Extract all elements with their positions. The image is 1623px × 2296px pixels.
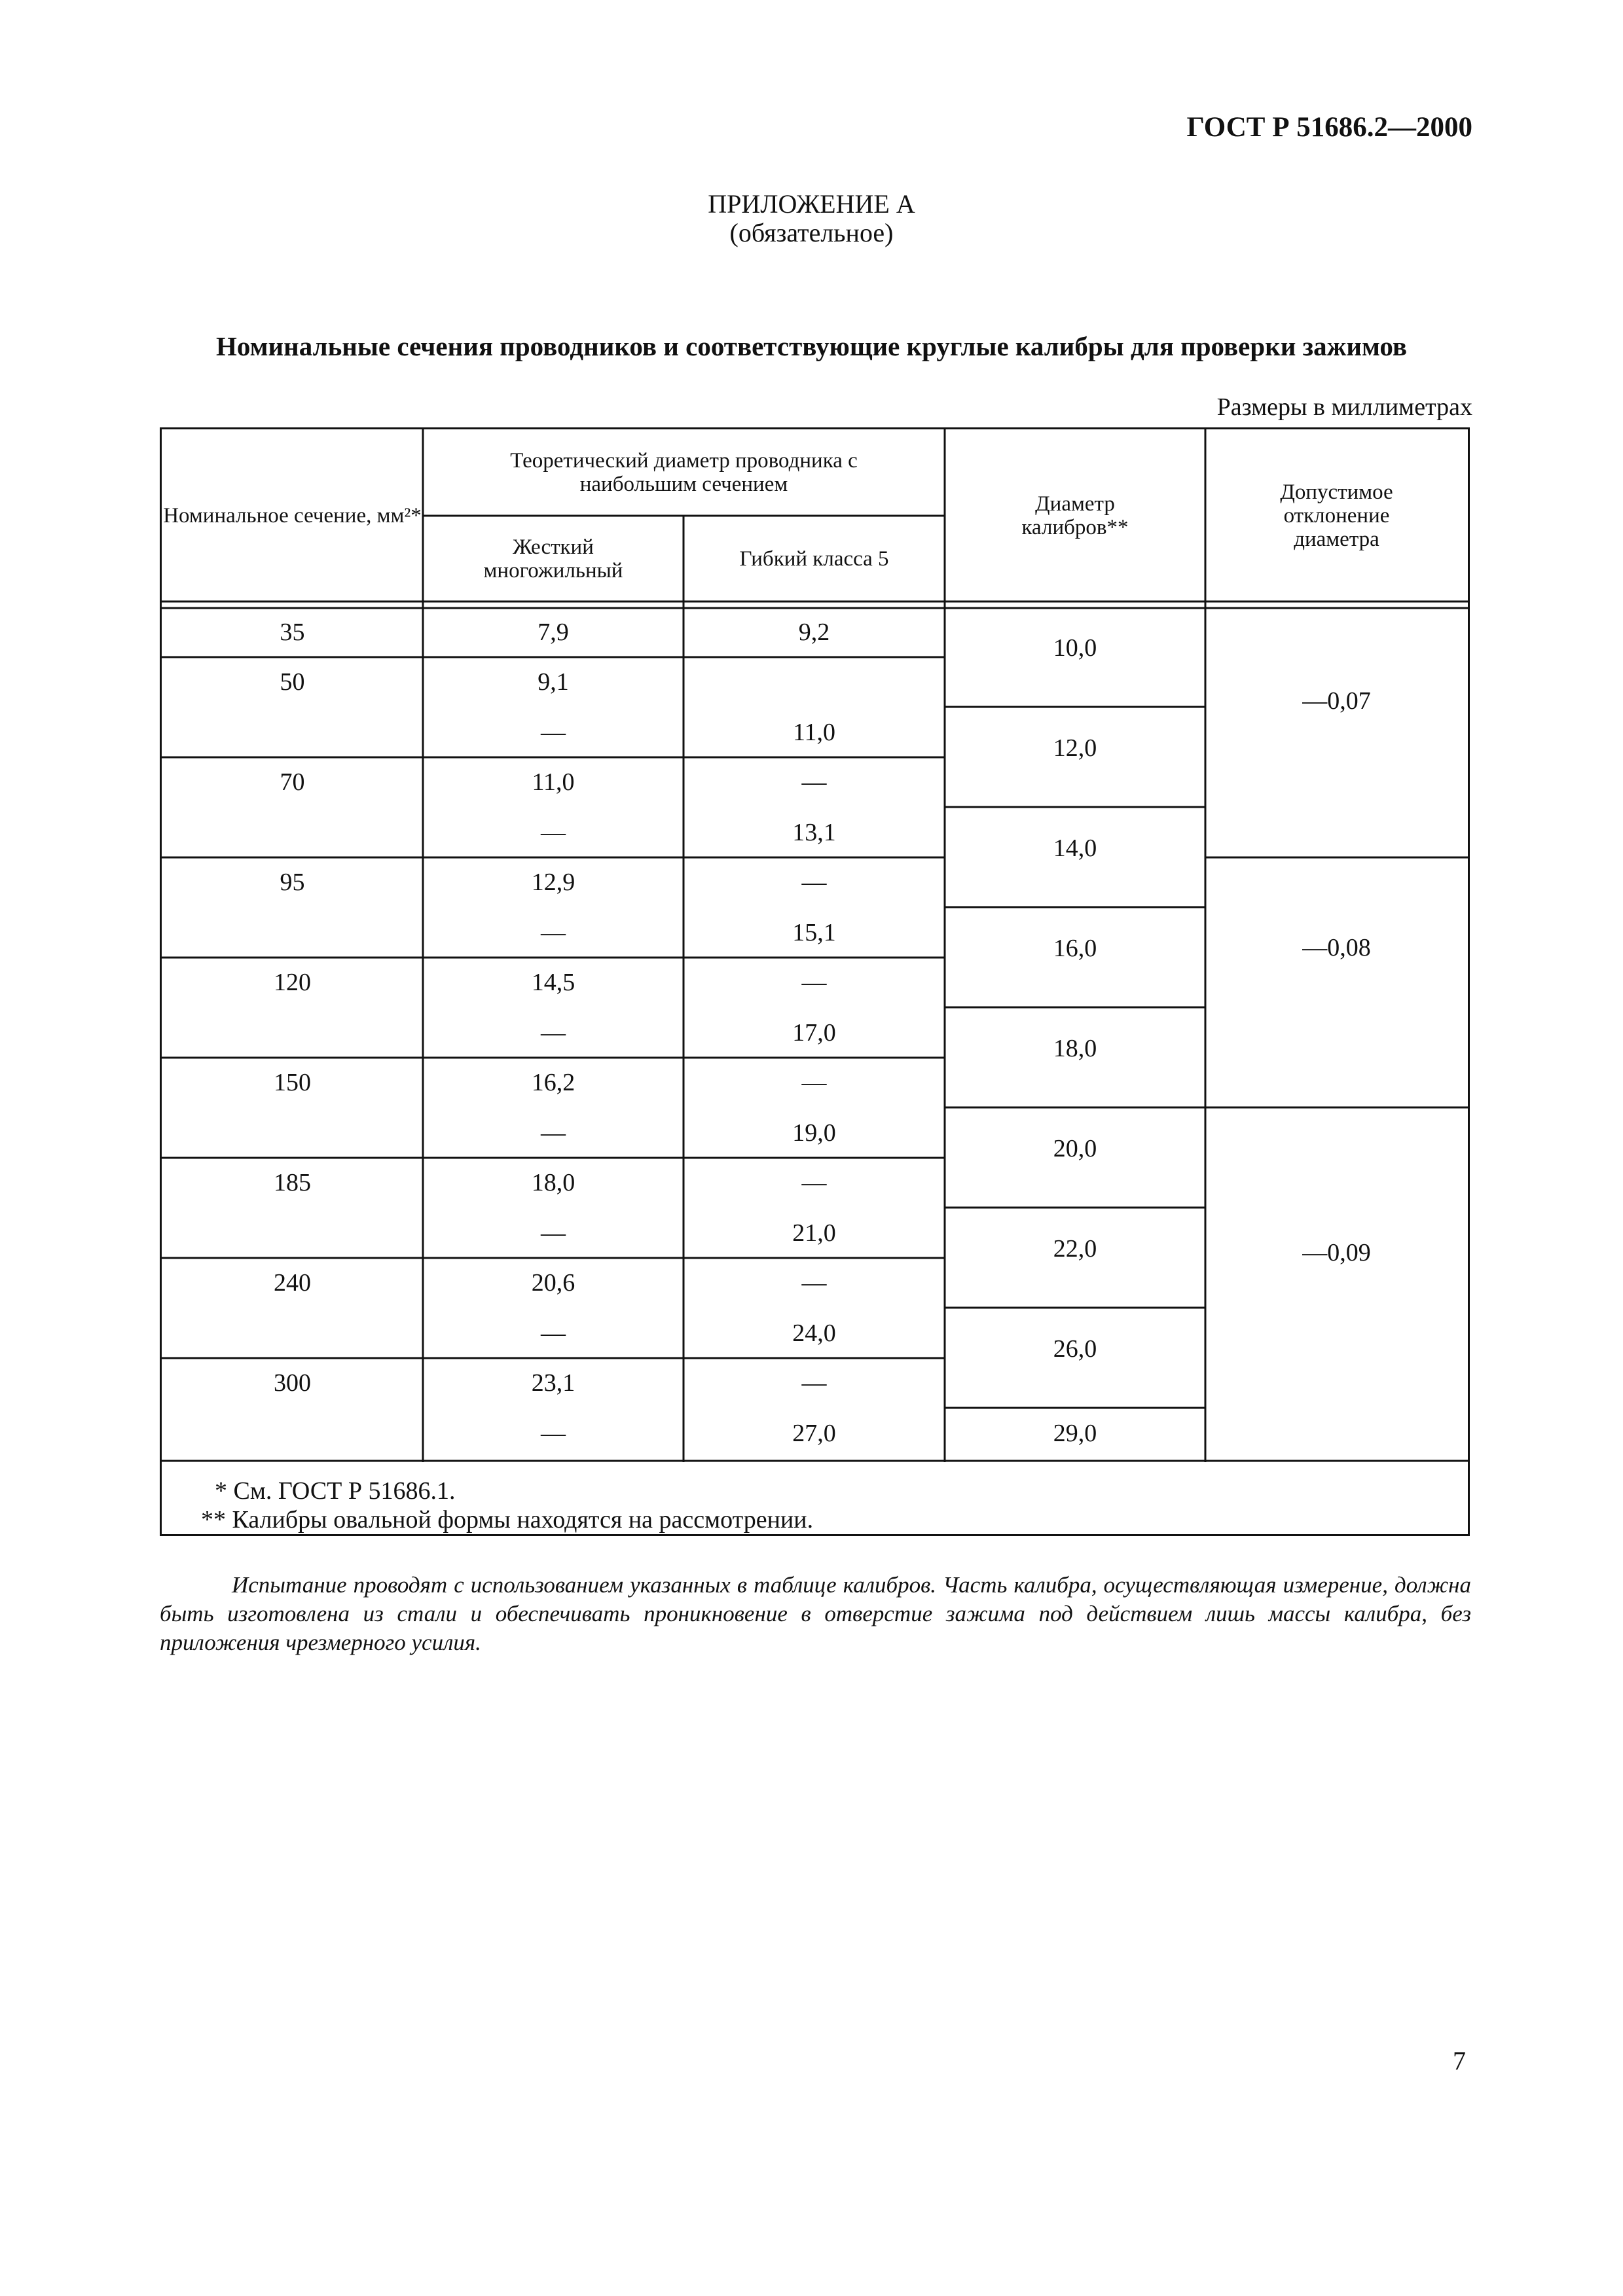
section-cell: 70 — [280, 768, 305, 796]
section-cell: 300 — [274, 1369, 311, 1397]
section-cell: 35 — [280, 619, 305, 646]
rigid-cell: 7,9 — [538, 619, 569, 646]
rigid-cell: 9,1 — [538, 668, 569, 696]
footnote-line: * См. ГОСТ Р 51686.1. — [215, 1477, 456, 1505]
header-tolerance-text: Допустимое отклонение диаметра — [1280, 480, 1393, 551]
header-nominal-section — [162, 429, 423, 601]
flexible-cell: 27,0 — [792, 1420, 836, 1447]
section-cell: 120 — [274, 969, 311, 996]
tolerance-cell: —0,09 — [1302, 1239, 1371, 1266]
header-theoretical-diameter — [423, 429, 945, 516]
header-tolerance — [1205, 429, 1468, 601]
appendix-heading — [0, 190, 1623, 247]
tolerance-cell: —0,08 — [1302, 934, 1371, 961]
rigid-cell: — — [541, 1420, 566, 1447]
header-rigid — [423, 516, 684, 601]
gauge-cell: 18,0 — [1053, 1035, 1097, 1062]
rigid-cell: — — [541, 919, 566, 946]
rigid-cell: — — [541, 1019, 566, 1047]
appendix-status: (обязательное) — [729, 218, 894, 247]
flexible-cell: — — [801, 1269, 827, 1297]
flexible-cell: 11,0 — [792, 719, 836, 746]
section-cell: 95 — [280, 869, 305, 896]
rigid-cell: — — [541, 819, 566, 846]
document-code: ГОСТ Р 51686.2—2000 — [1186, 112, 1472, 143]
rigid-cell: — — [541, 1219, 566, 1247]
header-gauge-diameter — [945, 429, 1205, 601]
table-footnotes — [201, 1477, 813, 1534]
rigid-cell: 20,6 — [531, 1269, 575, 1297]
flexible-cell: — — [801, 1069, 827, 1096]
header-flexible — [684, 516, 945, 601]
flexible-cell: 21,0 — [792, 1219, 836, 1247]
header-rigid-text: Жесткий многожильный — [483, 535, 623, 583]
flexible-cell: — — [801, 768, 827, 796]
tolerance-cell: —0,07 — [1302, 687, 1371, 715]
section-cell: 150 — [274, 1069, 311, 1096]
section-cell: 50 — [280, 668, 305, 696]
units-note: Размеры в миллиметрах — [1216, 393, 1472, 421]
rigid-cell: 16,2 — [531, 1069, 575, 1096]
header-theoretical-diameter-text: Теоретический диаметр проводника с наибольшим сечением — [510, 449, 858, 496]
flexible-cell: 9,2 — [798, 619, 830, 646]
page-number: 7 — [1453, 2046, 1466, 2075]
rigid-cell: 14,5 — [531, 969, 575, 996]
rigid-cell: — — [541, 1319, 566, 1347]
rigid-cell: 23,1 — [531, 1369, 575, 1397]
gauge-cell: 10,0 — [1053, 634, 1097, 662]
section-cell: 185 — [274, 1169, 311, 1196]
header-flexible-text: Гибкий класса 5 — [739, 547, 889, 571]
footnote-line: ** Калибры овальной формы находятся на рассмотрении. — [201, 1506, 814, 1534]
flexible-cell: 15,1 — [792, 919, 836, 946]
flexible-cell: — — [801, 1169, 827, 1196]
flexible-cell: — — [801, 969, 827, 996]
flexible-cell: 19,0 — [792, 1119, 836, 1147]
section-cell: 240 — [274, 1269, 311, 1297]
gauge-cell: 14,0 — [1053, 834, 1097, 862]
gauge-cell: 22,0 — [1053, 1235, 1097, 1263]
gauge-cell: 20,0 — [1053, 1135, 1097, 1162]
gauge-cell: 16,0 — [1053, 935, 1097, 962]
flexible-cell: 13,1 — [792, 819, 836, 846]
test-note-paragraph: Испытание проводят с использованием указанных в таблице калибров. Часть калибра, осуществляющая измерение, должна быть изготовлена из стали и обеспечивать проникновение в отверстие зажима под действием лишь массы калибра, без приложения чрезмерного усилия. — [160, 1572, 1471, 1655]
header-nominal-section-text: Номинальное сечение, мм²* — [163, 503, 422, 528]
rigid-cell: 12,9 — [531, 869, 575, 896]
gauge-cell: 26,0 — [1053, 1335, 1097, 1363]
rigid-cell: — — [541, 1119, 566, 1147]
flexible-cell: — — [801, 1369, 827, 1397]
gauge-table — [160, 427, 1470, 1536]
appendix-title: ПРИЛОЖЕНИЕ А — [708, 189, 915, 219]
flexible-cell: — — [801, 869, 827, 896]
table-title: Номинальные сечения проводников и соответствующие круглые калибры для проверки зажимов — [215, 331, 1408, 361]
rigid-cell: 18,0 — [531, 1169, 575, 1196]
flexible-cell: 24,0 — [792, 1319, 836, 1347]
gauge-cell: 12,0 — [1053, 734, 1097, 762]
rigid-cell: 11,0 — [532, 768, 575, 796]
gauge-cell: 29,0 — [1053, 1420, 1097, 1447]
header-gauge-diameter-text: Диаметр калибров** — [1021, 492, 1129, 539]
flexible-cell: 17,0 — [792, 1019, 836, 1047]
rigid-cell: — — [541, 719, 566, 746]
